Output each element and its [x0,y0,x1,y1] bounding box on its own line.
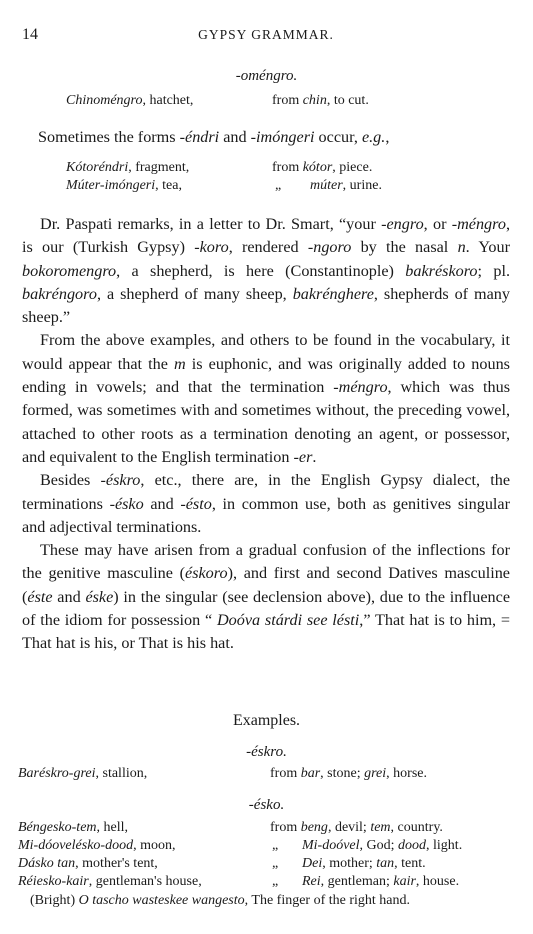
example-etymology: from bar, stone; grei, horse. [270,766,427,781]
examples-heading: Examples. [232,712,301,729]
ditto-mark: „ [272,856,279,871]
example-etymology: Rei, gentleman; kair, house. [302,874,460,889]
paragraph-inflections: These may have arisen from a gradual confusion of the inflections for the genitive masculine (éskoro), and first and second Datives masculine (éste and éske) in the singular (see declension above), due to the influence of the idiom for possession “ Doóva stárdi see lésti,” That hat is to him, = That hat is his, or That is his hat. [22,541,510,653]
running-title: GYPSY GRAMMAR. [198,27,334,42]
ditto-mark: „ [272,838,279,853]
ditto-mark: „ [272,874,279,889]
page-number: 14 [22,26,38,43]
example-etymology: from beng, devil; tem, country. [270,820,443,835]
ditto-mark: „ [275,178,282,193]
example-word: Kótoréndri, fragment, [66,160,190,175]
example-etymology: Dei, mother; tan, tent. [302,856,426,871]
paragraph-euphonic: From the above examples, and others to be found in the vocabulary, it would appear that the m is euphonic, and was originally added to nouns ending in vowels; and that the termination -méngro, which was thus formed, was sometimes with and sometimes without, the preceding vowel, attached to other roots as a termination denoting an agent, or possessor, and equivalent to the English termination -er. [22,331,510,466]
examples-subheading-eskro: -éskro. [246,744,287,760]
example-bright: (Bright) O tascho wasteskee wangesto, The finger of the right hand. [30,893,411,908]
examples-subheading-esko: -ésko. [248,797,285,813]
running-header [22,26,510,46]
example-word: Múter-imóngeri, tea, [66,178,182,193]
paragraph-terminations: Besides -éskro, etc., there are, in the English Gypsy dialect, the terminations -ésko and -ésto, in common use, both as genitives singular and adjectival terminations. [22,471,511,536]
example-word: Chinoméngro, hatchet, [66,93,194,108]
body-text [22,213,510,656]
example-etymology: from chin, to cut. [272,93,369,108]
example-word: Réiesko-kair, gentleman's house, [18,874,202,889]
example-word: Baréskro-grei, stallion, [18,766,148,781]
example-etymology: Mi-doóvel, God; dood, light. [302,838,463,853]
forms-intro: Sometimes the forms -éndri and -imóngeri occur, e.g., [38,128,390,146]
section-heading-omengro: -oméngro. [235,68,298,84]
example-etymology: from kótor, piece. [272,160,373,175]
example-etymology: múter, urine. [310,178,382,193]
example-word: Dásko tan, mother's tent, [18,856,158,871]
example-word: Béngesko-tem, hell, [18,820,129,835]
paragraph-paspati: Dr. Paspati remarks, in a letter to Dr. Smart, “your -engro, or -méngro, is our (Turkish Gypsy) -koro, rendered -ngoro by the nasal n. Your bokoromengro, a shepherd, is here (Constantinople) bakréskoro; pl. bakréngoro, a shepherd of many sheep, bakrénghere, shepherds of many sheep.” [22,215,510,327]
example-word: Mi-dóovelésko-dood, moon, [18,838,176,853]
